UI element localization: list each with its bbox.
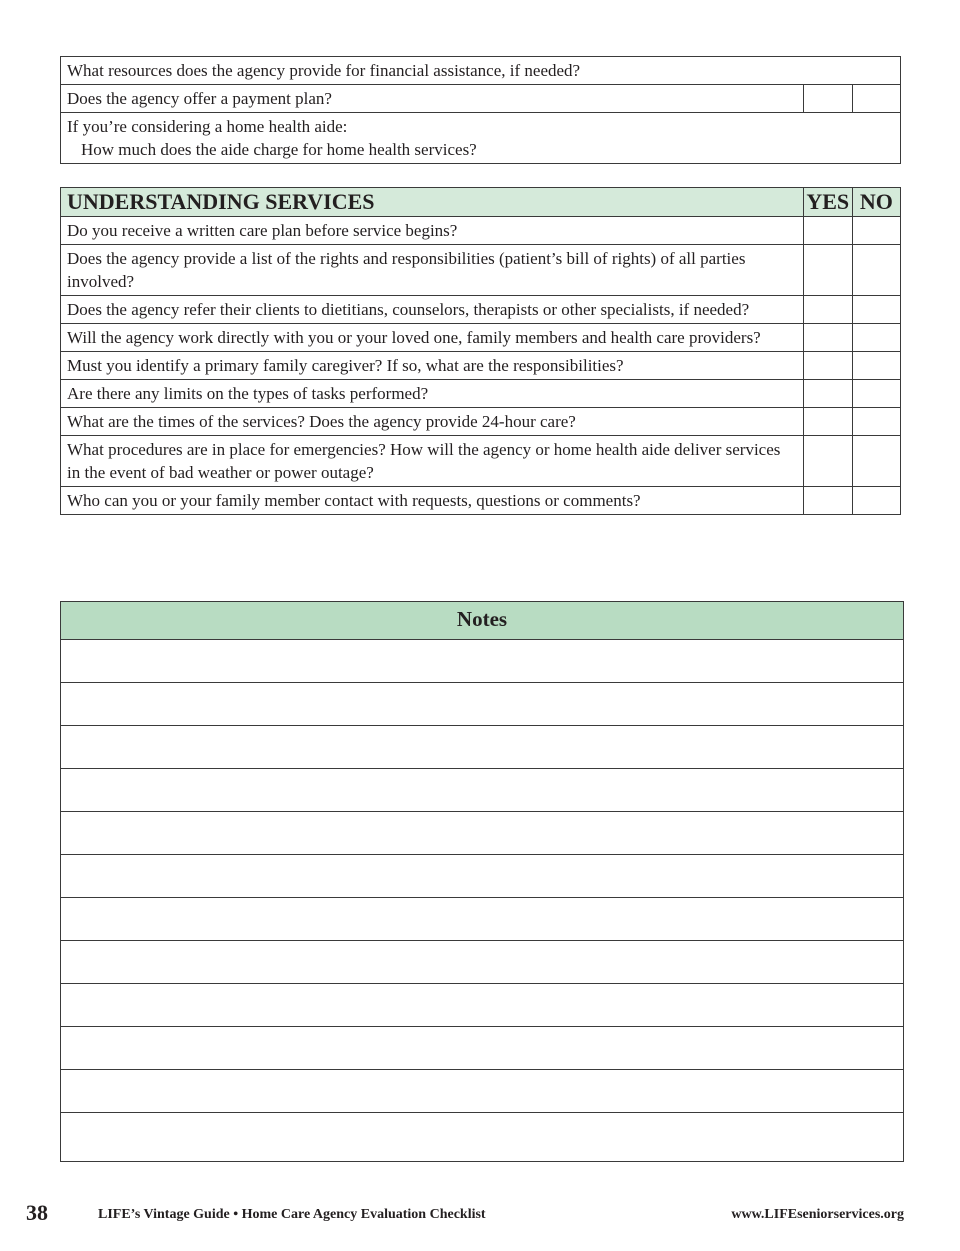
question-cell: What procedures are in place for emergencies? How will the agency or home health aide deliver services in the event of bad weather or power outage? xyxy=(61,436,804,487)
note-line[interactable] xyxy=(61,855,903,898)
question-cell: Does the agency provide a list of the rights and responsibilities (patient’s bill of rights) of all parties involved? xyxy=(61,245,804,296)
note-line[interactable] xyxy=(61,1113,903,1156)
note-line[interactable] xyxy=(61,1070,903,1113)
no-checkbox-cell[interactable] xyxy=(852,296,900,324)
note-line[interactable] xyxy=(61,898,903,941)
no-checkbox-cell[interactable] xyxy=(852,245,900,296)
note-line[interactable] xyxy=(61,769,903,812)
question-cell: Are there any limits on the types of tasks performed? xyxy=(61,380,804,408)
table-row xyxy=(61,217,901,245)
page-footer xyxy=(26,1198,904,1228)
yes-checkbox-cell[interactable] xyxy=(803,380,852,408)
notes-box xyxy=(60,601,904,1162)
table-row xyxy=(61,352,901,380)
table-row xyxy=(61,436,901,487)
yes-checkbox-cell[interactable] xyxy=(803,352,852,380)
question-cell: Must you identify a primary family caregiver? If so, what are the responsibilities? xyxy=(61,352,804,380)
note-line[interactable] xyxy=(61,941,903,984)
no-checkbox-cell[interactable] xyxy=(852,487,900,515)
table-row xyxy=(61,296,901,324)
yes-checkbox-cell[interactable] xyxy=(803,296,852,324)
table-row xyxy=(61,57,901,85)
no-column-header: NO xyxy=(852,188,900,217)
question-cell: Will the agency work directly with you or your loved one, family members and health care providers? xyxy=(61,324,804,352)
question-cell: Do you receive a written care plan before service begins? xyxy=(61,217,804,245)
note-line[interactable] xyxy=(61,640,903,683)
yes-checkbox-cell[interactable] xyxy=(803,487,852,515)
question-cell: Who can you or your family member contact with requests, questions or comments? xyxy=(61,487,804,515)
no-checkbox-cell[interactable] xyxy=(852,380,900,408)
no-checkbox-cell[interactable] xyxy=(852,217,900,245)
question-cell: Does the agency refer their clients to dietitians, counselors, therapists or other specialists, if needed? xyxy=(61,296,804,324)
question-text: If you’re considering a home health aide: xyxy=(67,117,348,136)
no-checkbox-cell[interactable] xyxy=(852,324,900,352)
yes-checkbox-cell[interactable] xyxy=(803,324,852,352)
table-row xyxy=(61,245,901,296)
table-row xyxy=(61,324,901,352)
note-line[interactable] xyxy=(61,726,903,769)
sub-question-text: How much does the aide charge for home health services? xyxy=(81,140,477,159)
yes-checkbox-cell[interactable] xyxy=(803,217,852,245)
financial-questions-table xyxy=(60,56,901,164)
page-number: 38 xyxy=(26,1200,48,1225)
table-row xyxy=(61,85,901,113)
table-row xyxy=(61,487,901,515)
table-row xyxy=(61,380,901,408)
note-line[interactable] xyxy=(61,984,903,1027)
understanding-services-table xyxy=(60,187,901,515)
note-line[interactable] xyxy=(61,1027,903,1070)
footer-guide-title: LIFE’s Vintage Guide • Home Care Agency Evaluation Checklist xyxy=(98,1207,486,1222)
table-header-row xyxy=(61,188,901,217)
no-checkbox-cell[interactable] xyxy=(852,408,900,436)
yes-checkbox-cell[interactable] xyxy=(803,408,852,436)
no-checkbox-cell[interactable] xyxy=(852,352,900,380)
no-checkbox-cell[interactable] xyxy=(852,85,900,113)
question-cell: What are the times of the services? Does the agency provide 24-hour care? xyxy=(61,408,804,436)
yes-checkbox-cell[interactable] xyxy=(803,245,852,296)
footer-url[interactable]: www.LIFEseniorservices.org xyxy=(731,1207,904,1222)
yes-checkbox-cell[interactable] xyxy=(804,85,852,113)
question-cell xyxy=(61,113,901,164)
table-row xyxy=(61,113,901,164)
question-cell: What resources does the agency provide for financial assistance, if needed? xyxy=(61,57,901,85)
section-heading: UNDERSTANDING SERVICES xyxy=(61,188,804,217)
note-line[interactable] xyxy=(61,812,903,855)
note-line[interactable] xyxy=(61,683,903,726)
no-checkbox-cell[interactable] xyxy=(852,436,900,487)
yes-checkbox-cell[interactable] xyxy=(803,436,852,487)
question-cell: Does the agency offer a payment plan? xyxy=(61,85,804,113)
yes-column-header: YES xyxy=(803,188,852,217)
notes-title: Notes xyxy=(61,602,903,640)
table-row xyxy=(61,408,901,436)
